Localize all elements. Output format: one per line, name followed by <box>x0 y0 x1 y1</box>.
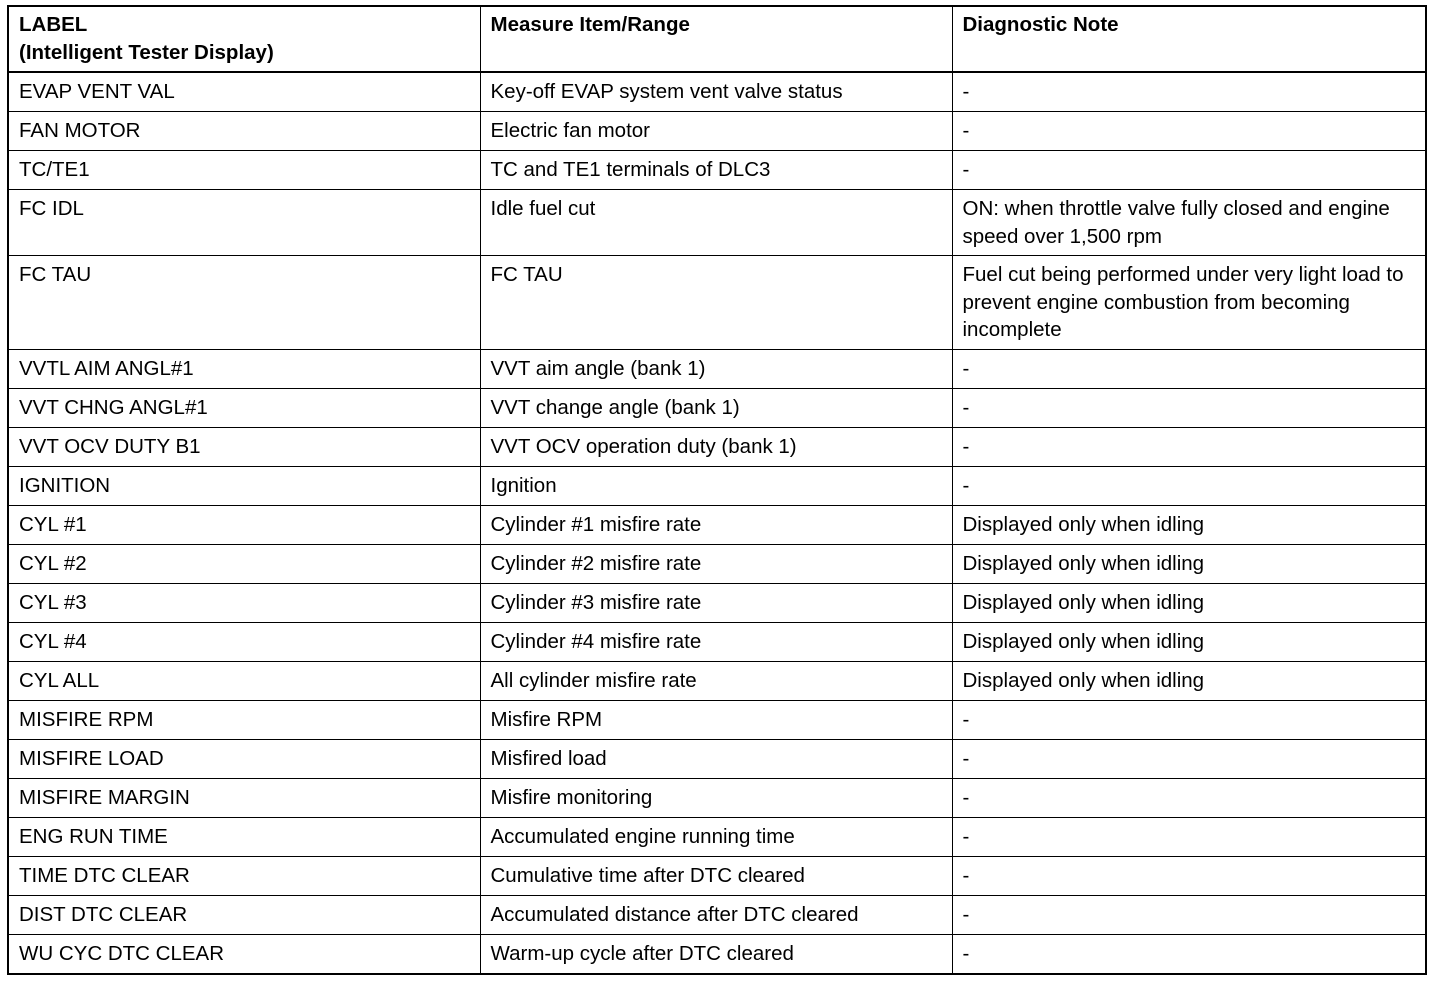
cell-diagnostic-note: - <box>952 466 1426 505</box>
table-row <box>8 661 1426 700</box>
cell-diagnostic-note: - <box>952 388 1426 427</box>
cell-measure: Cylinder #3 misfire rate <box>480 583 952 622</box>
cell-label: FC TAU <box>8 256 480 350</box>
cell-label: EVAP VENT VAL <box>8 72 480 112</box>
cell-measure: Ignition <box>480 466 952 505</box>
cell-label: MISFIRE LOAD <box>8 739 480 778</box>
cell-measure: Misfire RPM <box>480 700 952 739</box>
cell-measure: Misfire monitoring <box>480 778 952 817</box>
table-row <box>8 934 1426 974</box>
table-row <box>8 466 1426 505</box>
cell-diagnostic-note: - <box>952 895 1426 934</box>
cell-measure: Cumulative time after DTC cleared <box>480 856 952 895</box>
cell-measure: Cylinder #4 misfire rate <box>480 622 952 661</box>
table-row <box>8 544 1426 583</box>
cell-label: DIST DTC CLEAR <box>8 895 480 934</box>
cell-measure: Misfired load <box>480 739 952 778</box>
cell-label: MISFIRE MARGIN <box>8 778 480 817</box>
table-row <box>8 778 1426 817</box>
cell-label: CYL #1 <box>8 505 480 544</box>
table-row <box>8 190 1426 256</box>
cell-label: CYL #2 <box>8 544 480 583</box>
cell-measure: FC TAU <box>480 256 952 350</box>
table-row <box>8 427 1426 466</box>
table-row <box>8 583 1426 622</box>
cell-label: TIME DTC CLEAR <box>8 856 480 895</box>
cell-diagnostic-note: - <box>952 112 1426 151</box>
cell-measure: Accumulated distance after DTC cleared <box>480 895 952 934</box>
cell-label: IGNITION <box>8 466 480 505</box>
cell-diagnostic-note: - <box>952 778 1426 817</box>
table-row <box>8 856 1426 895</box>
cell-diagnostic-note: Displayed only when idling <box>952 583 1426 622</box>
cell-diagnostic-note: - <box>952 72 1426 112</box>
cell-label: TC/TE1 <box>8 151 480 190</box>
data-list-table <box>7 5 1427 975</box>
table-row <box>8 700 1426 739</box>
cell-diagnostic-note: Displayed only when idling <box>952 544 1426 583</box>
cell-diagnostic-note: Displayed only when idling <box>952 622 1426 661</box>
cell-label: CYL ALL <box>8 661 480 700</box>
table-header <box>8 6 1426 72</box>
cell-measure: Idle fuel cut <box>480 190 952 256</box>
cell-label: WU CYC DTC CLEAR <box>8 934 480 974</box>
table-row <box>8 388 1426 427</box>
header-label-line1: LABEL <box>19 13 88 36</box>
table-row <box>8 72 1426 112</box>
cell-label: VVT CHNG ANGL#1 <box>8 388 480 427</box>
cell-measure: VVT aim angle (bank 1) <box>480 349 952 388</box>
table-row <box>8 256 1426 350</box>
cell-label: CYL #4 <box>8 622 480 661</box>
cell-diagnostic-note: - <box>952 427 1426 466</box>
cell-diagnostic-note: - <box>952 739 1426 778</box>
cell-diagnostic-note: - <box>952 934 1426 974</box>
cell-diagnostic-note: ON: when throttle valve fully closed and engine speed over 1,500 rpm <box>952 190 1426 256</box>
cell-diagnostic-note: - <box>952 817 1426 856</box>
cell-measure: Electric fan motor <box>480 112 952 151</box>
cell-label: FC IDL <box>8 190 480 256</box>
table-row <box>8 739 1426 778</box>
cell-diagnostic-note: Displayed only when idling <box>952 505 1426 544</box>
cell-measure: Warm-up cycle after DTC cleared <box>480 934 952 974</box>
cell-diagnostic-note: Fuel cut being performed under very light load to prevent engine combustion from becoming incomplete <box>952 256 1426 350</box>
header-measure: Measure Item/Range <box>480 6 952 72</box>
header-label <box>8 6 480 72</box>
header-label-line2: (Intelligent Tester Display) <box>19 40 274 64</box>
cell-label: MISFIRE RPM <box>8 700 480 739</box>
cell-measure: Accumulated engine running time <box>480 817 952 856</box>
table-row <box>8 112 1426 151</box>
cell-measure: All cylinder misfire rate <box>480 661 952 700</box>
cell-diagnostic-note: - <box>952 700 1426 739</box>
table-row <box>8 817 1426 856</box>
table-row <box>8 895 1426 934</box>
table-body <box>8 72 1426 974</box>
cell-diagnostic-note: Displayed only when idling <box>952 661 1426 700</box>
cell-label: CYL #3 <box>8 583 480 622</box>
header-diagnostic-note: Diagnostic Note <box>952 6 1426 72</box>
table-row <box>8 505 1426 544</box>
cell-label: FAN MOTOR <box>8 112 480 151</box>
cell-label: VVT OCV DUTY B1 <box>8 427 480 466</box>
cell-measure: VVT change angle (bank 1) <box>480 388 952 427</box>
cell-measure: Key-off EVAP system vent valve status <box>480 72 952 112</box>
cell-diagnostic-note: - <box>952 856 1426 895</box>
cell-label: VVTL AIM ANGL#1 <box>8 349 480 388</box>
header-row <box>8 6 1426 72</box>
table-row <box>8 349 1426 388</box>
cell-measure: Cylinder #2 misfire rate <box>480 544 952 583</box>
cell-measure: VVT OCV operation duty (bank 1) <box>480 427 952 466</box>
table-row <box>8 151 1426 190</box>
table-row <box>8 622 1426 661</box>
cell-diagnostic-note: - <box>952 151 1426 190</box>
cell-diagnostic-note: - <box>952 349 1426 388</box>
cell-label: ENG RUN TIME <box>8 817 480 856</box>
cell-measure: TC and TE1 terminals of DLC3 <box>480 151 952 190</box>
cell-measure: Cylinder #1 misfire rate <box>480 505 952 544</box>
